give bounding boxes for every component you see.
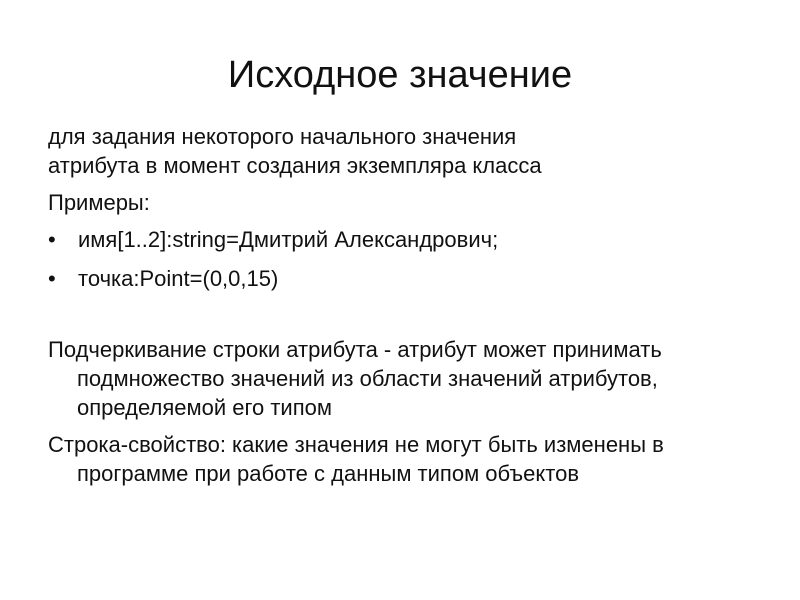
underline-note: Подчеркивание строки атрибута - атрибут может принимать подмножество значений из области значений атрибутов, определяемой его типом — [48, 337, 662, 420]
example-text-2: точка:Point=(0,0,15) — [78, 266, 279, 291]
slide-title: Исходное значение — [227, 54, 573, 96]
slide-body — [48, 122, 768, 496]
property-string-note: Строка-свойство: какие значения не могут быть изменены в программе при работе с данным типом объектов — [48, 432, 664, 486]
example-text-1: имя[1..2]:string=Дмитрий Александрович; — [78, 227, 499, 252]
intro-text — [48, 122, 768, 180]
example-item-1 — [48, 225, 768, 254]
bullet-icon: • — [48, 266, 56, 291]
examples-heading: Примеры: — [48, 190, 150, 215]
bullet-icon: • — [48, 227, 56, 252]
intro-line-1: для задания некоторого начального значения — [48, 124, 517, 149]
intro-line-2: атрибута в момент создания экземпляра класса — [48, 153, 542, 178]
spacer — [48, 303, 768, 335]
example-item-2 — [48, 264, 768, 293]
